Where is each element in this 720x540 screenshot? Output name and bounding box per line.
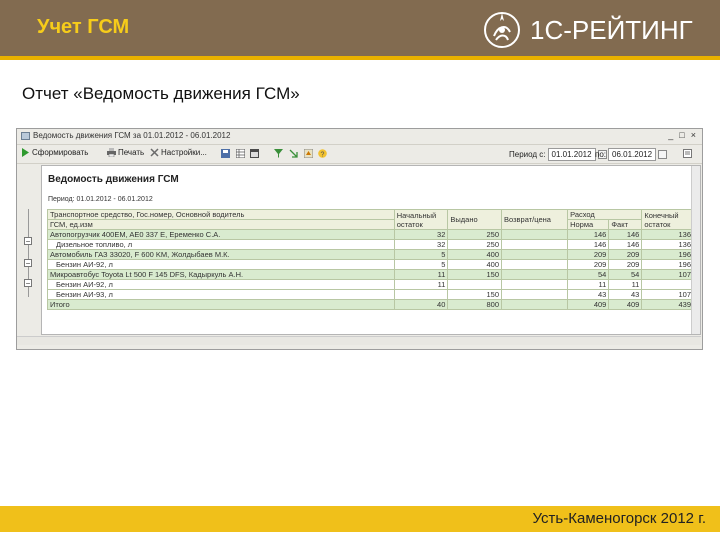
cell-begin bbox=[394, 290, 448, 300]
cell-norm: 146 bbox=[568, 240, 609, 250]
minimize-button[interactable]: _ bbox=[668, 130, 674, 140]
cell-issued: 150 bbox=[448, 290, 502, 300]
fuel-row[interactable] bbox=[48, 240, 694, 250]
cell-fact: 409 bbox=[609, 300, 642, 310]
sort-icon[interactable] bbox=[289, 149, 298, 158]
fuel-row[interactable] bbox=[48, 260, 694, 270]
generate-button[interactable] bbox=[21, 148, 88, 157]
period-from bbox=[509, 148, 607, 161]
cell-begin: 32 bbox=[394, 230, 448, 240]
header-end: Конечный остаток bbox=[642, 210, 694, 230]
brand-name: 1С-РЕЙТИНГ bbox=[530, 14, 693, 45]
cell-norm: 11 bbox=[568, 280, 609, 290]
cell-issued: 150 bbox=[448, 270, 502, 280]
cell-issued: 800 bbox=[448, 300, 502, 310]
settings-label: Настройки... bbox=[161, 148, 207, 157]
cell-end: 107 bbox=[642, 290, 694, 300]
cell-returned bbox=[502, 290, 568, 300]
window-horizontal-scrollbar[interactable] bbox=[17, 336, 701, 345]
brand bbox=[480, 8, 693, 52]
window-titlebar bbox=[17, 129, 702, 143]
cell-begin: 40 bbox=[394, 300, 448, 310]
settings-button[interactable] bbox=[150, 148, 207, 157]
cell-begin: 11 bbox=[394, 270, 448, 280]
window-controls bbox=[668, 130, 696, 140]
cell-returned bbox=[502, 230, 568, 240]
cell-issued bbox=[448, 280, 502, 290]
period-to bbox=[595, 148, 667, 161]
save-icon[interactable] bbox=[221, 149, 230, 158]
period-from-field[interactable]: 01.01.2012 bbox=[548, 148, 596, 161]
report-window bbox=[16, 128, 703, 350]
header-title: Учет ГСМ bbox=[37, 16, 130, 38]
cell-issued: 400 bbox=[448, 250, 502, 260]
total-row[interactable] bbox=[48, 300, 694, 310]
slide-subtitle: Отчет «Ведомость движения ГСМ» bbox=[22, 84, 300, 103]
cell-name: Бензин АИ-93, л bbox=[48, 290, 395, 300]
cell-returned bbox=[502, 240, 568, 250]
cell-fact: 146 bbox=[609, 230, 642, 240]
cell-issued: 250 bbox=[448, 240, 502, 250]
cell-begin: 5 bbox=[394, 250, 448, 260]
cell-name: Итого bbox=[48, 300, 395, 310]
generate-label: Сформировать bbox=[32, 148, 89, 157]
period-to-field[interactable]: 06.01.2012 bbox=[608, 148, 656, 161]
cell-norm: 43 bbox=[568, 290, 609, 300]
cell-fact: 43 bbox=[609, 290, 642, 300]
play-icon bbox=[21, 148, 30, 157]
help-icon[interactable] bbox=[318, 149, 327, 158]
fuel-row[interactable] bbox=[48, 280, 694, 290]
toolbar bbox=[17, 144, 702, 164]
cell-returned bbox=[502, 260, 568, 270]
window-title: Ведомость движения ГСМ за 01.01.2012 - 06.01.2012 bbox=[33, 131, 231, 140]
cell-returned bbox=[502, 250, 568, 260]
header-returned: Возврат/цена bbox=[502, 210, 568, 230]
cell-issued: 400 bbox=[448, 260, 502, 270]
header-vehicle: Транспортное средство, Гос.номер, Основной водитель bbox=[48, 210, 395, 220]
cell-norm: 146 bbox=[568, 230, 609, 240]
printer-icon bbox=[107, 148, 116, 157]
cell-fact: 146 bbox=[609, 240, 642, 250]
footer-text: Усть-Каменогорск 2012 г. bbox=[532, 510, 706, 527]
cell-end bbox=[642, 280, 694, 290]
cell-norm: 409 bbox=[568, 300, 609, 310]
cell-name: Бензин АИ-92, л bbox=[48, 280, 395, 290]
calendar-icon[interactable] bbox=[658, 150, 667, 159]
cell-begin: 32 bbox=[394, 240, 448, 250]
header-begin: Начальный остаток bbox=[394, 210, 448, 230]
cell-issued: 250 bbox=[448, 230, 502, 240]
table-header-row bbox=[48, 220, 694, 230]
cell-end: 196 bbox=[642, 250, 694, 260]
table-icon[interactable] bbox=[236, 149, 245, 158]
options-icon[interactable] bbox=[683, 149, 692, 158]
table-header-row bbox=[48, 210, 694, 220]
cell-end: 136 bbox=[642, 230, 694, 240]
collapse-icon[interactable]: − bbox=[25, 279, 31, 288]
period-to-label: по: bbox=[595, 150, 607, 159]
header-issued: Выдано bbox=[448, 210, 502, 230]
cell-fact: 209 bbox=[609, 250, 642, 260]
cell-norm: 54 bbox=[568, 270, 609, 280]
cell-fact: 54 bbox=[609, 270, 642, 280]
row-tree bbox=[19, 209, 39, 329]
cell-fact: 11 bbox=[609, 280, 642, 290]
brand-logo-icon bbox=[480, 8, 524, 52]
svg-text:?: ? bbox=[320, 151, 325, 158]
fuel-row[interactable] bbox=[48, 290, 694, 300]
cell-norm: 209 bbox=[568, 250, 609, 260]
cell-name: Дизельное топливо, л bbox=[48, 240, 395, 250]
report-table bbox=[47, 209, 694, 310]
report-title: Ведомость движения ГСМ bbox=[48, 174, 179, 185]
cell-begin: 5 bbox=[394, 260, 448, 270]
layout-icon[interactable] bbox=[250, 149, 259, 158]
cell-end: 107 bbox=[642, 270, 694, 280]
cell-fact: 209 bbox=[609, 260, 642, 270]
slide-footer bbox=[0, 506, 720, 532]
cell-returned bbox=[502, 300, 568, 310]
cell-returned bbox=[502, 280, 568, 290]
cell-name: Автопогрузчик 400EM, AE0 337 E, Еременко С.А. bbox=[48, 230, 395, 240]
cell-begin: 11 bbox=[394, 280, 448, 290]
cell-end: 196 bbox=[642, 260, 694, 270]
header-fact: Факт bbox=[609, 220, 642, 230]
print-label: Печать bbox=[118, 148, 145, 157]
header-fuel: ГСМ, ед.изм bbox=[48, 220, 395, 230]
cell-name: Автомобиль ГАЗ 33020, F 600 KM, Жолдыбаев М.К. bbox=[48, 250, 395, 260]
vehicle-row[interactable] bbox=[48, 230, 694, 240]
maximize-button[interactable]: □ bbox=[679, 130, 685, 140]
report-period: Период: 01.01.2012 - 06.01.2012 bbox=[48, 196, 153, 203]
vehicle-row[interactable] bbox=[48, 250, 694, 260]
filter-icon[interactable] bbox=[274, 149, 283, 158]
settings-icon bbox=[150, 148, 159, 157]
vehicle-row[interactable] bbox=[48, 270, 694, 280]
close-button[interactable]: × bbox=[690, 130, 696, 140]
report-sheet[interactable] bbox=[41, 165, 701, 335]
header-expense: Расход bbox=[568, 210, 642, 220]
slide-header bbox=[0, 0, 720, 60]
print-button[interactable] bbox=[107, 148, 144, 157]
cell-returned bbox=[502, 270, 568, 280]
collapse-icon[interactable]: − bbox=[25, 259, 31, 268]
window-app-icon bbox=[21, 132, 30, 140]
cell-name: Бензин АИ-92, л bbox=[48, 260, 395, 270]
header-norm: Норма bbox=[568, 220, 609, 230]
refresh-icon[interactable] bbox=[304, 149, 313, 158]
cell-end: 136 bbox=[642, 240, 694, 250]
collapse-icon[interactable]: − bbox=[25, 237, 31, 246]
cell-end: 439 bbox=[642, 300, 694, 310]
cell-norm: 209 bbox=[568, 260, 609, 270]
report-vertical-scrollbar[interactable] bbox=[691, 166, 700, 334]
cell-name: Микроавтобус Toyota Lt 500 F 145 DFS, Кадыркуль А.Н. bbox=[48, 270, 395, 280]
period-from-label: Период с: bbox=[509, 150, 546, 159]
